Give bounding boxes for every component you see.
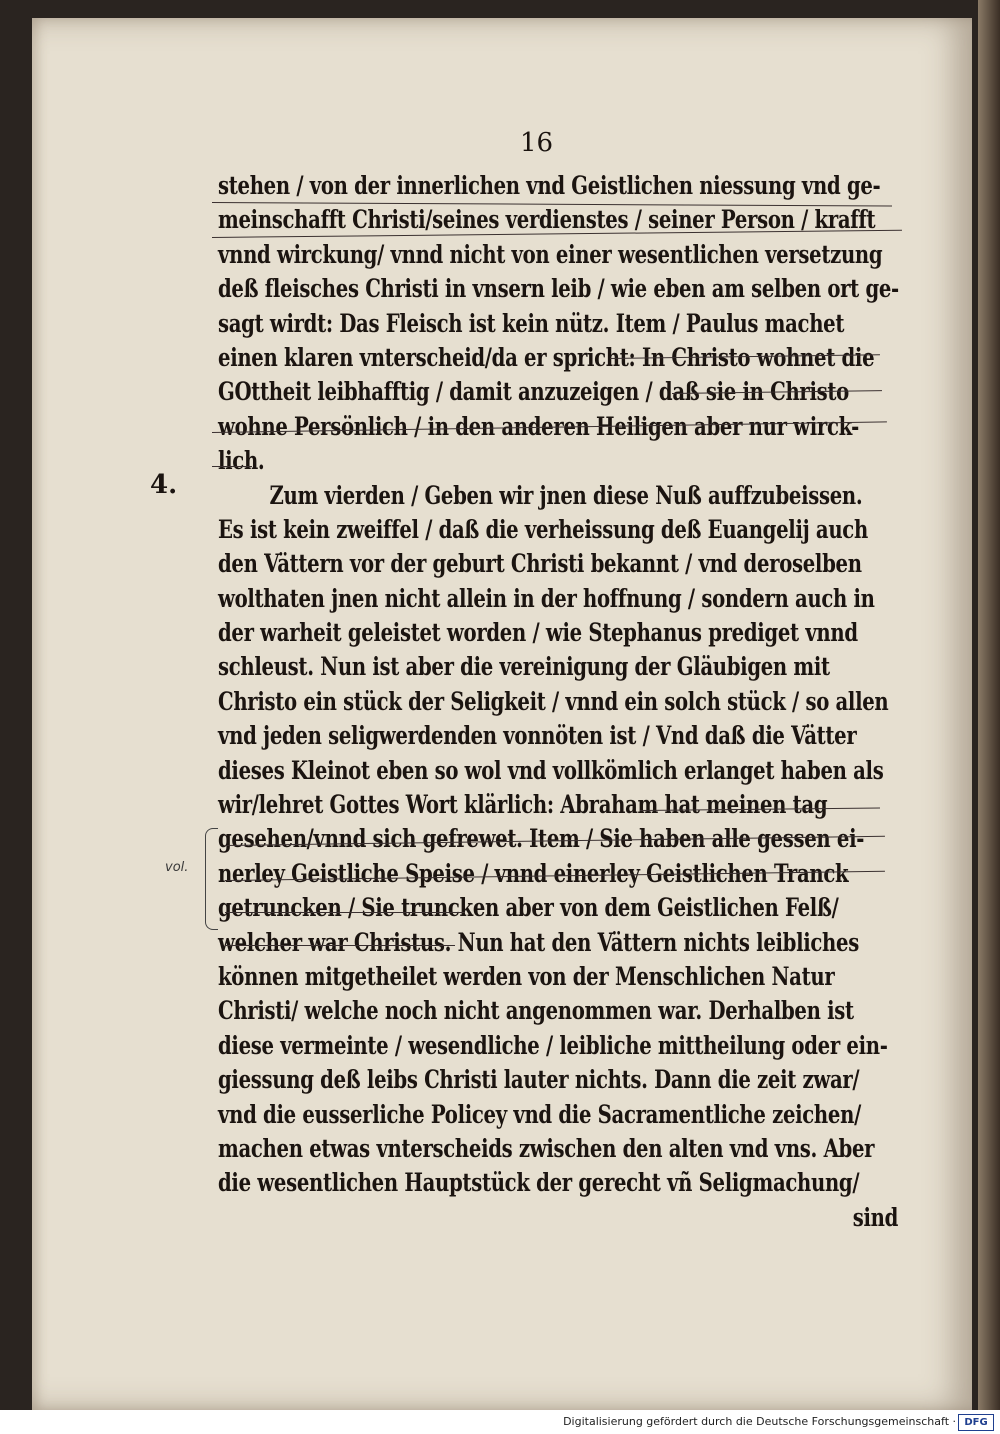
text-line: vnnd wirckung/ vnnd nicht von einer wesentlichen versetzung	[218, 238, 883, 269]
text-line: Es ist kein zweiffel / daß die verheissung deß Euangelij auch	[218, 513, 868, 544]
handwritten-underline	[212, 466, 252, 467]
text-line: machen etwas vnterscheids zwischen den alten vnd vns. Aber	[218, 1132, 875, 1163]
footer-bar	[0, 1410, 1000, 1434]
text-line: lich.	[218, 445, 265, 476]
text-line: Christi/ welche noch nicht angenommen war. Derhalben ist	[218, 995, 854, 1026]
catchword: sind	[852, 1201, 898, 1232]
handwritten-underline	[225, 945, 455, 946]
text-line: wohne Persönlich / in den anderen Heiligen aber nur wirck-	[218, 410, 859, 441]
page-number: 16	[520, 128, 554, 158]
text-line: GOttheit leibhafftig / damit anzuzeigen / daß sie in Christo	[218, 376, 849, 407]
text-line: können mitgetheilet werden von der Menschlichen Natur	[218, 960, 835, 991]
book-page-edge	[978, 0, 1000, 1410]
text-line: welcher war Christus. Nun hat den Vättern nichts leibliches	[218, 926, 859, 957]
body-text	[218, 168, 898, 1234]
text-line: sagt wirdt: Das Fleisch ist kein nütz. Item / Paulus machet	[218, 307, 845, 338]
paragraph-number: 4.	[150, 470, 178, 500]
text-line: vnd die eusserliche Policey vnd die Sacramentliche zeichen/	[218, 1098, 861, 1129]
text-line: diese vermeinte / wesendliche / leibliche mittheilung oder ein-	[218, 1029, 888, 1060]
text-line: giessung deß leibs Christi lauter nichts. Dann die zeit zwar/	[218, 1064, 860, 1095]
text-line: nerley Geistliche Speise / vnnd einerley Geistlichen Tranck	[218, 857, 849, 888]
funding-credit: Digitalisierung gefördert durch die Deutsche Forschungsgemeinschaft ·	[563, 1415, 956, 1428]
text-line: schleust. Nun ist aber die vereinigung der Gläubigen mit	[218, 651, 830, 682]
text-line: deß fleisches Christi in vnsern leib / wie eben am selben ort ge-	[218, 273, 899, 304]
text-line: wir/lehret Gottes Wort klärlich: Abraham hat meinen tag	[218, 789, 828, 820]
text-line: vnd jeden seligwerdenden vonnöten ist / Vnd daß die Vätter	[218, 720, 857, 751]
margin-note: vol.	[165, 860, 189, 875]
text-line: den Vättern vor der geburt Christi bekannt / vnd deroselben	[218, 548, 862, 579]
text-line: stehen / von der innerlichen vnd Geistlichen niessung vnd ge-	[218, 170, 881, 200]
text-line: der warheit geleistet worden / wie Stephanus prediget vnnd	[218, 617, 858, 648]
text-line: Zum vierden / Geben wir jnen diese Nuß auffzubeissen.	[269, 479, 863, 510]
handwritten-bracket	[205, 828, 218, 930]
text-line: gesehen/vnnd sich gefrewet. Item / Sie haben alle gessen ei-	[218, 823, 865, 854]
handwritten-underline	[225, 912, 465, 913]
text-line: einen klaren vnterscheid/da er spricht: In Christo wohnet die	[218, 341, 875, 372]
text-line: getruncken / Sie truncken aber von dem Geistlichen Felß/	[218, 892, 839, 923]
text-line: die wesentlichen Hauptstück der gerecht vñ Seligmachung/	[218, 1167, 860, 1198]
text-line: wolthaten jnen nicht allein in der hoffnung / sondern auch in	[218, 582, 875, 613]
dfg-logo: DFG	[958, 1414, 994, 1431]
text-line: Christo ein stück der Seligkeit / vnnd ein solch stück / so allen	[218, 685, 889, 716]
text-line: meinschafft Christi/seines verdienstes / seiner Person / krafft	[218, 204, 876, 235]
text-line: dieses Kleinot eben so wol vnd vollkömlich erlanget haben als	[218, 754, 884, 785]
